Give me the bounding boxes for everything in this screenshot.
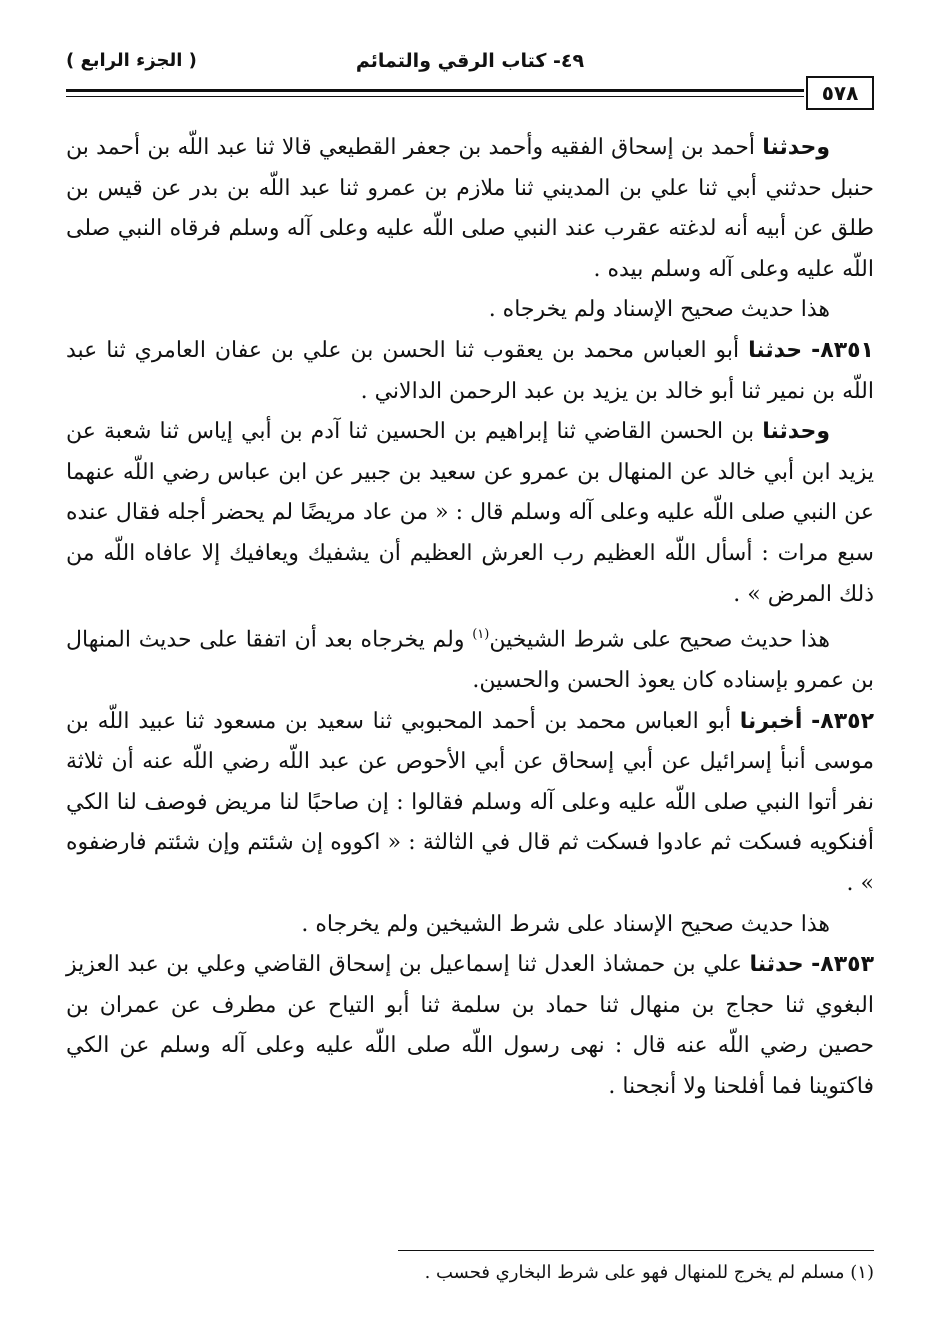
- paragraph-text: هذا حديث صحيح الإسناد على شرط الشيخين ولم يخرجاه .: [301, 911, 830, 937]
- page-number: ٥٧٨: [806, 76, 874, 110]
- paragraph: [66, 128, 874, 290]
- hadith-number: ٨٣٥٣-: [811, 952, 875, 978]
- main-text: [66, 128, 874, 1108]
- paragraph-text: علي بن حمشاذ العدل ثنا إسماعيل بن إسحاق القاضي وعلي بن عبد العزيز البغوي ثنا حجاج بن منهال ثنا حماد بن سلمة ثنا أبو التياح عن مطرف عن عمران بن حصين رضي اللّه عنه قال : نهى رسول اللّه صلى اللّه عليه وعلى آله وسلم عن الكي فاكتوينا فما أفلحنا ولا أنجحنا .: [66, 952, 874, 1099]
- paragraph-text-cont: ولم يخرجاه بعد أن اتفقا على حديث المنهال بن عمرو بإسناده كان يعوذ الحسن والحسين.: [66, 627, 874, 694]
- chain-lead: وحدثنا: [762, 135, 830, 160]
- footnote-rule: [398, 1250, 874, 1251]
- paragraph: [66, 290, 874, 331]
- hadith-number: ٨٣٥١-: [811, 337, 874, 363]
- footnote-text: مسلم لم يخرج للمنهال فهو على شرط البخاري فحسب .: [424, 1262, 845, 1283]
- chain-lead: وحدثنا: [762, 419, 830, 445]
- paragraph: [66, 412, 874, 615]
- chain-lead: حدثنا: [749, 952, 804, 978]
- running-header: [66, 44, 874, 105]
- header-rule-thick: [66, 89, 804, 92]
- paragraph-text: أبو العباس محمد بن أحمد المحبوبي ثنا سعيد بن مسعود ثنا عبيد اللّه بن موسى أنبأ إسرائيل عن أبي إسحاق عن أبي الأحوص عن عبد اللّه رضي اللّه عنه أن ثلاثة نفر أتوا النبي صلى اللّه عليه وعلى آله وسلم فقالوا : إن صاحبًا لنا مريض فوصف لنا الكي أفنكويه فسكت ثم عادوا فسكت ثم قال في الثالثة : « اكووه إن شئتم وإن شئتم فارضفوه » .: [66, 708, 874, 897]
- footnote-marker: (١): [850, 1262, 874, 1283]
- footnote: [66, 1258, 874, 1288]
- footnote-ref[interactable]: (١): [472, 627, 490, 643]
- paragraph-text: أحمد بن إسحاق الفقيه وأحمد بن جعفر القطيعي قالا ثنا عبد اللّه بن أحمد بن حنبل حدثني أبي ثنا علي بن المديني ثنا ملازم بن عمرو ثنا عبد اللّه بن بدر عن قيس بن طلق عن أبيه أنه لدغته عقرب عند النبي صلى اللّه عليه وعلى آله وسلم فرقاه النبي صلى اللّه عليه وعلى آله وسلم بيده .: [66, 135, 874, 282]
- chain-lead: حدثنا: [748, 337, 803, 363]
- chapter-title: ٤٩- كتاب الرقي والتمائم: [355, 50, 585, 72]
- volume-label: ( الجزء الرابع ): [66, 50, 197, 71]
- hadith-number: ٨٣٥٢-: [811, 708, 874, 734]
- chain-lead: أخبرنا: [739, 708, 803, 734]
- hadith-entry: [66, 945, 874, 1107]
- paragraph: [66, 615, 874, 702]
- paragraph: [66, 905, 874, 946]
- paragraph-text: بن الحسن القاضي ثنا إبراهيم بن الحسين ثنا آدم بن أبي إياس ثنا شعبة عن يزيد ابن أبي خالد عن المنهال بن عمرو عن سعيد بن جبير عن ابن عباس رضي اللّه عنهما عن النبي صلى اللّه عليه وعلى آله وسلم قال : « من عاد مريضًا لم يحضر أجله فقال عنده سبع مرات : أسأل اللّه العظيم رب العرش العظيم أن يشفيك ويعافيك إلا عافاه اللّه من ذلك المرض » .: [66, 419, 874, 607]
- paragraph-text: أبو العباس محمد بن يعقوب ثنا الحسن بن علي بن عفان العامري ثنا عبد اللّه بن نمير ثنا أبو خالد بن يزيد بن عبد الرحمن الدالاني .: [66, 337, 874, 404]
- hadith-entry: [66, 331, 874, 412]
- paragraph-text: هذا حديث صحيح الإسناد ولم يخرجاه .: [488, 297, 830, 323]
- hadith-entry: [66, 702, 874, 905]
- header-rule-thin: [66, 96, 804, 97]
- paragraph-text: هذا حديث صحيح على شرط الشيخين: [489, 627, 831, 653]
